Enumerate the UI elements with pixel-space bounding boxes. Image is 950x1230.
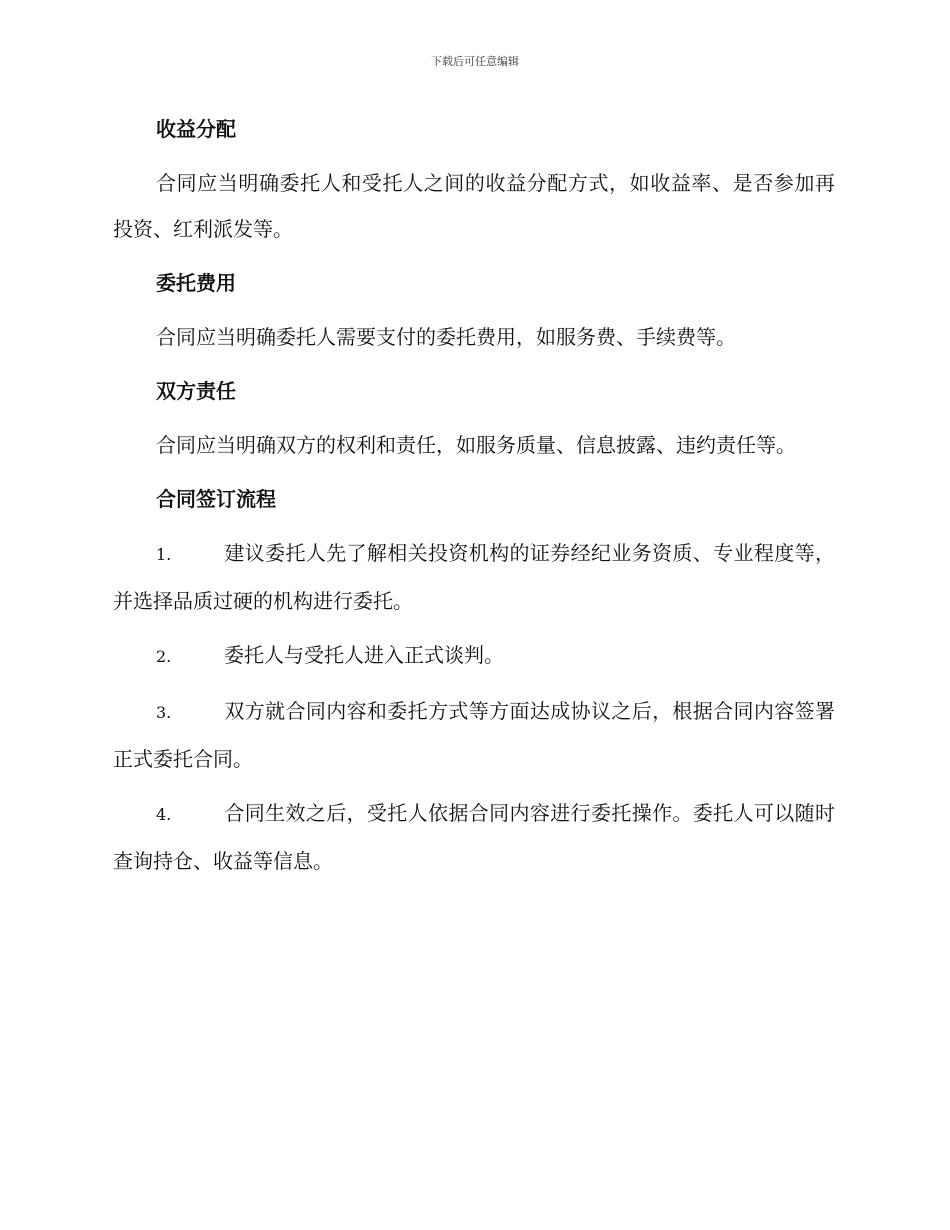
- list-number: 2.: [156, 647, 172, 666]
- list-item: [113, 632, 835, 680]
- section-heading-commission-fees: 委托费用: [156, 271, 236, 295]
- section-heading-profit-distribution: 收益分配: [156, 117, 236, 141]
- page-header: 下载后可任意编辑: [431, 55, 519, 68]
- list-item-text: 委托人与受托人进入正式谈判。: [224, 643, 504, 667]
- list-number: 1.: [156, 545, 172, 564]
- section-paragraph-commission-fees: 合同应当明确委托人需要支付的委托费用，如服务费、手续费等。: [156, 325, 736, 349]
- list-item-text: 双方就合同内容和委托方式等方面达成协议之后，根据合同内容签署正式委托合同。: [113, 699, 835, 771]
- list-number: 4.: [156, 805, 172, 824]
- list-item: [113, 790, 835, 884]
- list-item: [113, 688, 835, 782]
- document-body: [113, 106, 835, 884]
- list-item: [113, 530, 835, 624]
- section-paragraph-responsibilities: 合同应当明确双方的权利和责任，如服务质量、信息披露、违约责任等。: [156, 433, 796, 457]
- list-item-text: 建议委托人先了解相关投资机构的证券经纪业务资质、专业程度等，并选择品质过硬的机构进行委托。: [113, 541, 835, 613]
- section-heading-responsibilities: 双方责任: [156, 379, 236, 403]
- section-paragraph-profit-distribution: 合同应当明确委托人和受托人之间的收益分配方式，如收益率、是否参加再投资、红利派发等。: [113, 171, 835, 241]
- list-item-text: 合同生效之后，受托人依据合同内容进行委托操作。委托人可以随时查询持仓、收益等信息。: [113, 801, 835, 873]
- list-number: 3.: [156, 703, 172, 722]
- section-heading-signing-process: 合同签订流程: [156, 487, 276, 511]
